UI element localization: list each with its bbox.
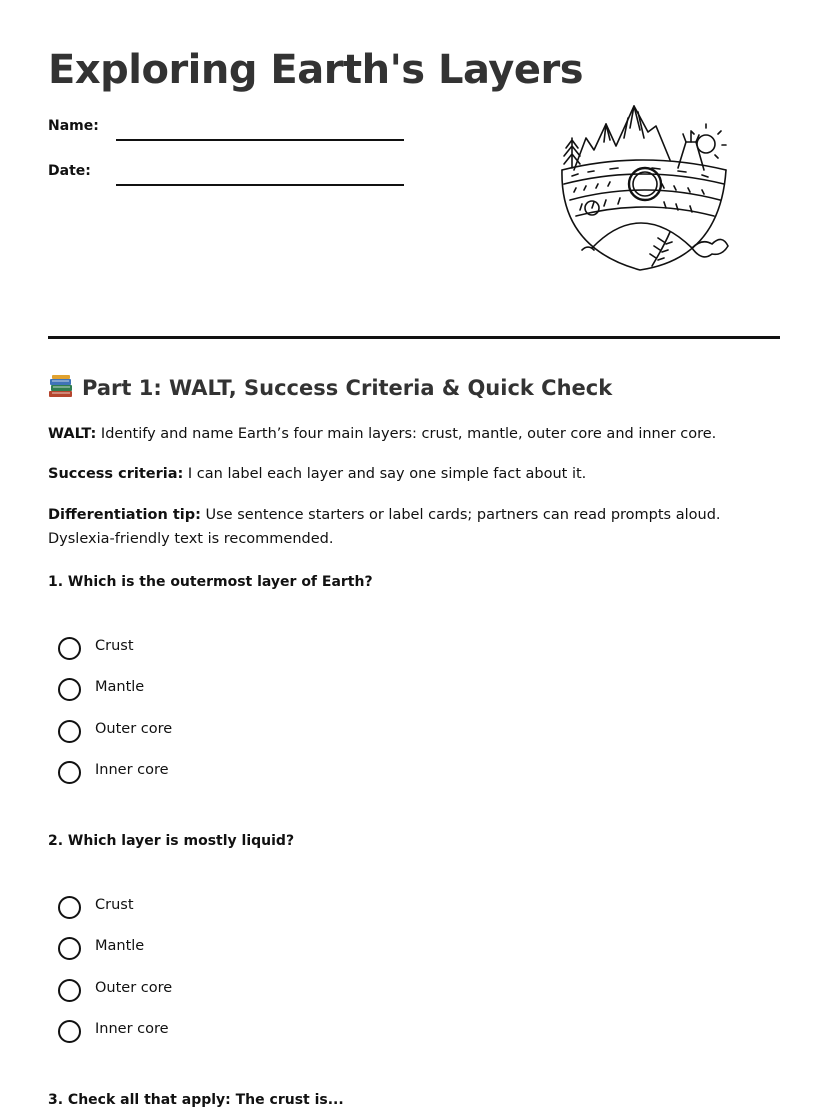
name-label: Name:: [48, 118, 99, 134]
q1-radio-mantle[interactable]: [58, 678, 81, 701]
earth-layers-illustration: [552, 98, 732, 274]
q2-option-inner-core[interactable]: [58, 1020, 318, 1044]
name-field[interactable]: [48, 118, 408, 140]
success-label: Success criteria:: [48, 466, 184, 482]
name-line[interactable]: [116, 139, 404, 141]
q1-option-outer-core[interactable]: [58, 720, 318, 744]
q1-radio-outer-core[interactable]: [58, 720, 81, 743]
tip-label: Differentiation tip:: [48, 507, 201, 523]
walt-paragraph: [48, 422, 788, 446]
q1-option-mantle[interactable]: [58, 678, 318, 702]
success-text: I can label each layer and say one simple fact about it.: [183, 466, 587, 482]
q1-option-inner-core[interactable]: [58, 761, 318, 785]
question-2: 2. Which layer is mostly liquid?: [48, 833, 295, 849]
tip-text: Use sentence starters or label cards; partners can read prompts aloud. Dyslexia-friendly text is recommended.: [48, 507, 721, 547]
question-3: 3. Check all that apply: The crust is...: [48, 1092, 344, 1108]
q2-option-label: Crust: [95, 897, 134, 913]
q2-option-label: Mantle: [95, 938, 145, 954]
walt-text: Identify and name Earth’s four main layers: crust, mantle, outer core and inner core.: [96, 426, 717, 442]
q1-option-label: Outer core: [95, 721, 173, 737]
differentiation-tip-paragraph: [48, 503, 788, 551]
q2-option-mantle[interactable]: [58, 937, 318, 961]
books-icon: [48, 374, 74, 398]
page-title: Exploring Earth's Layers: [48, 47, 584, 93]
q2-radio-mantle[interactable]: [58, 937, 81, 960]
part1-heading-text: Part 1: WALT, Success Criteria & Quick Check: [82, 376, 613, 400]
q1-option-label: Mantle: [95, 679, 145, 695]
q1-option-crust[interactable]: [58, 637, 318, 661]
date-label: Date:: [48, 163, 91, 179]
q2-option-outer-core[interactable]: [58, 979, 318, 1003]
q1-option-label: Inner core: [95, 762, 169, 778]
walt-label: WALT:: [48, 426, 97, 442]
q2-option-label: Inner core: [95, 1021, 169, 1037]
success-criteria-paragraph: [48, 462, 788, 486]
q2-radio-outer-core[interactable]: [58, 979, 81, 1002]
q2-option-crust[interactable]: [58, 896, 318, 920]
q2-radio-crust[interactable]: [58, 896, 81, 919]
q2-option-label: Outer core: [95, 980, 173, 996]
date-field[interactable]: [48, 163, 408, 185]
q2-radio-inner-core[interactable]: [58, 1020, 81, 1043]
question-1: 1. Which is the outermost layer of Earth?: [48, 574, 373, 590]
part1-heading: [48, 374, 612, 400]
q1-radio-inner-core[interactable]: [58, 761, 81, 784]
date-line[interactable]: [116, 184, 404, 186]
q1-radio-crust[interactable]: [58, 637, 81, 660]
q1-option-label: Crust: [95, 638, 134, 654]
section-divider: [48, 336, 780, 339]
